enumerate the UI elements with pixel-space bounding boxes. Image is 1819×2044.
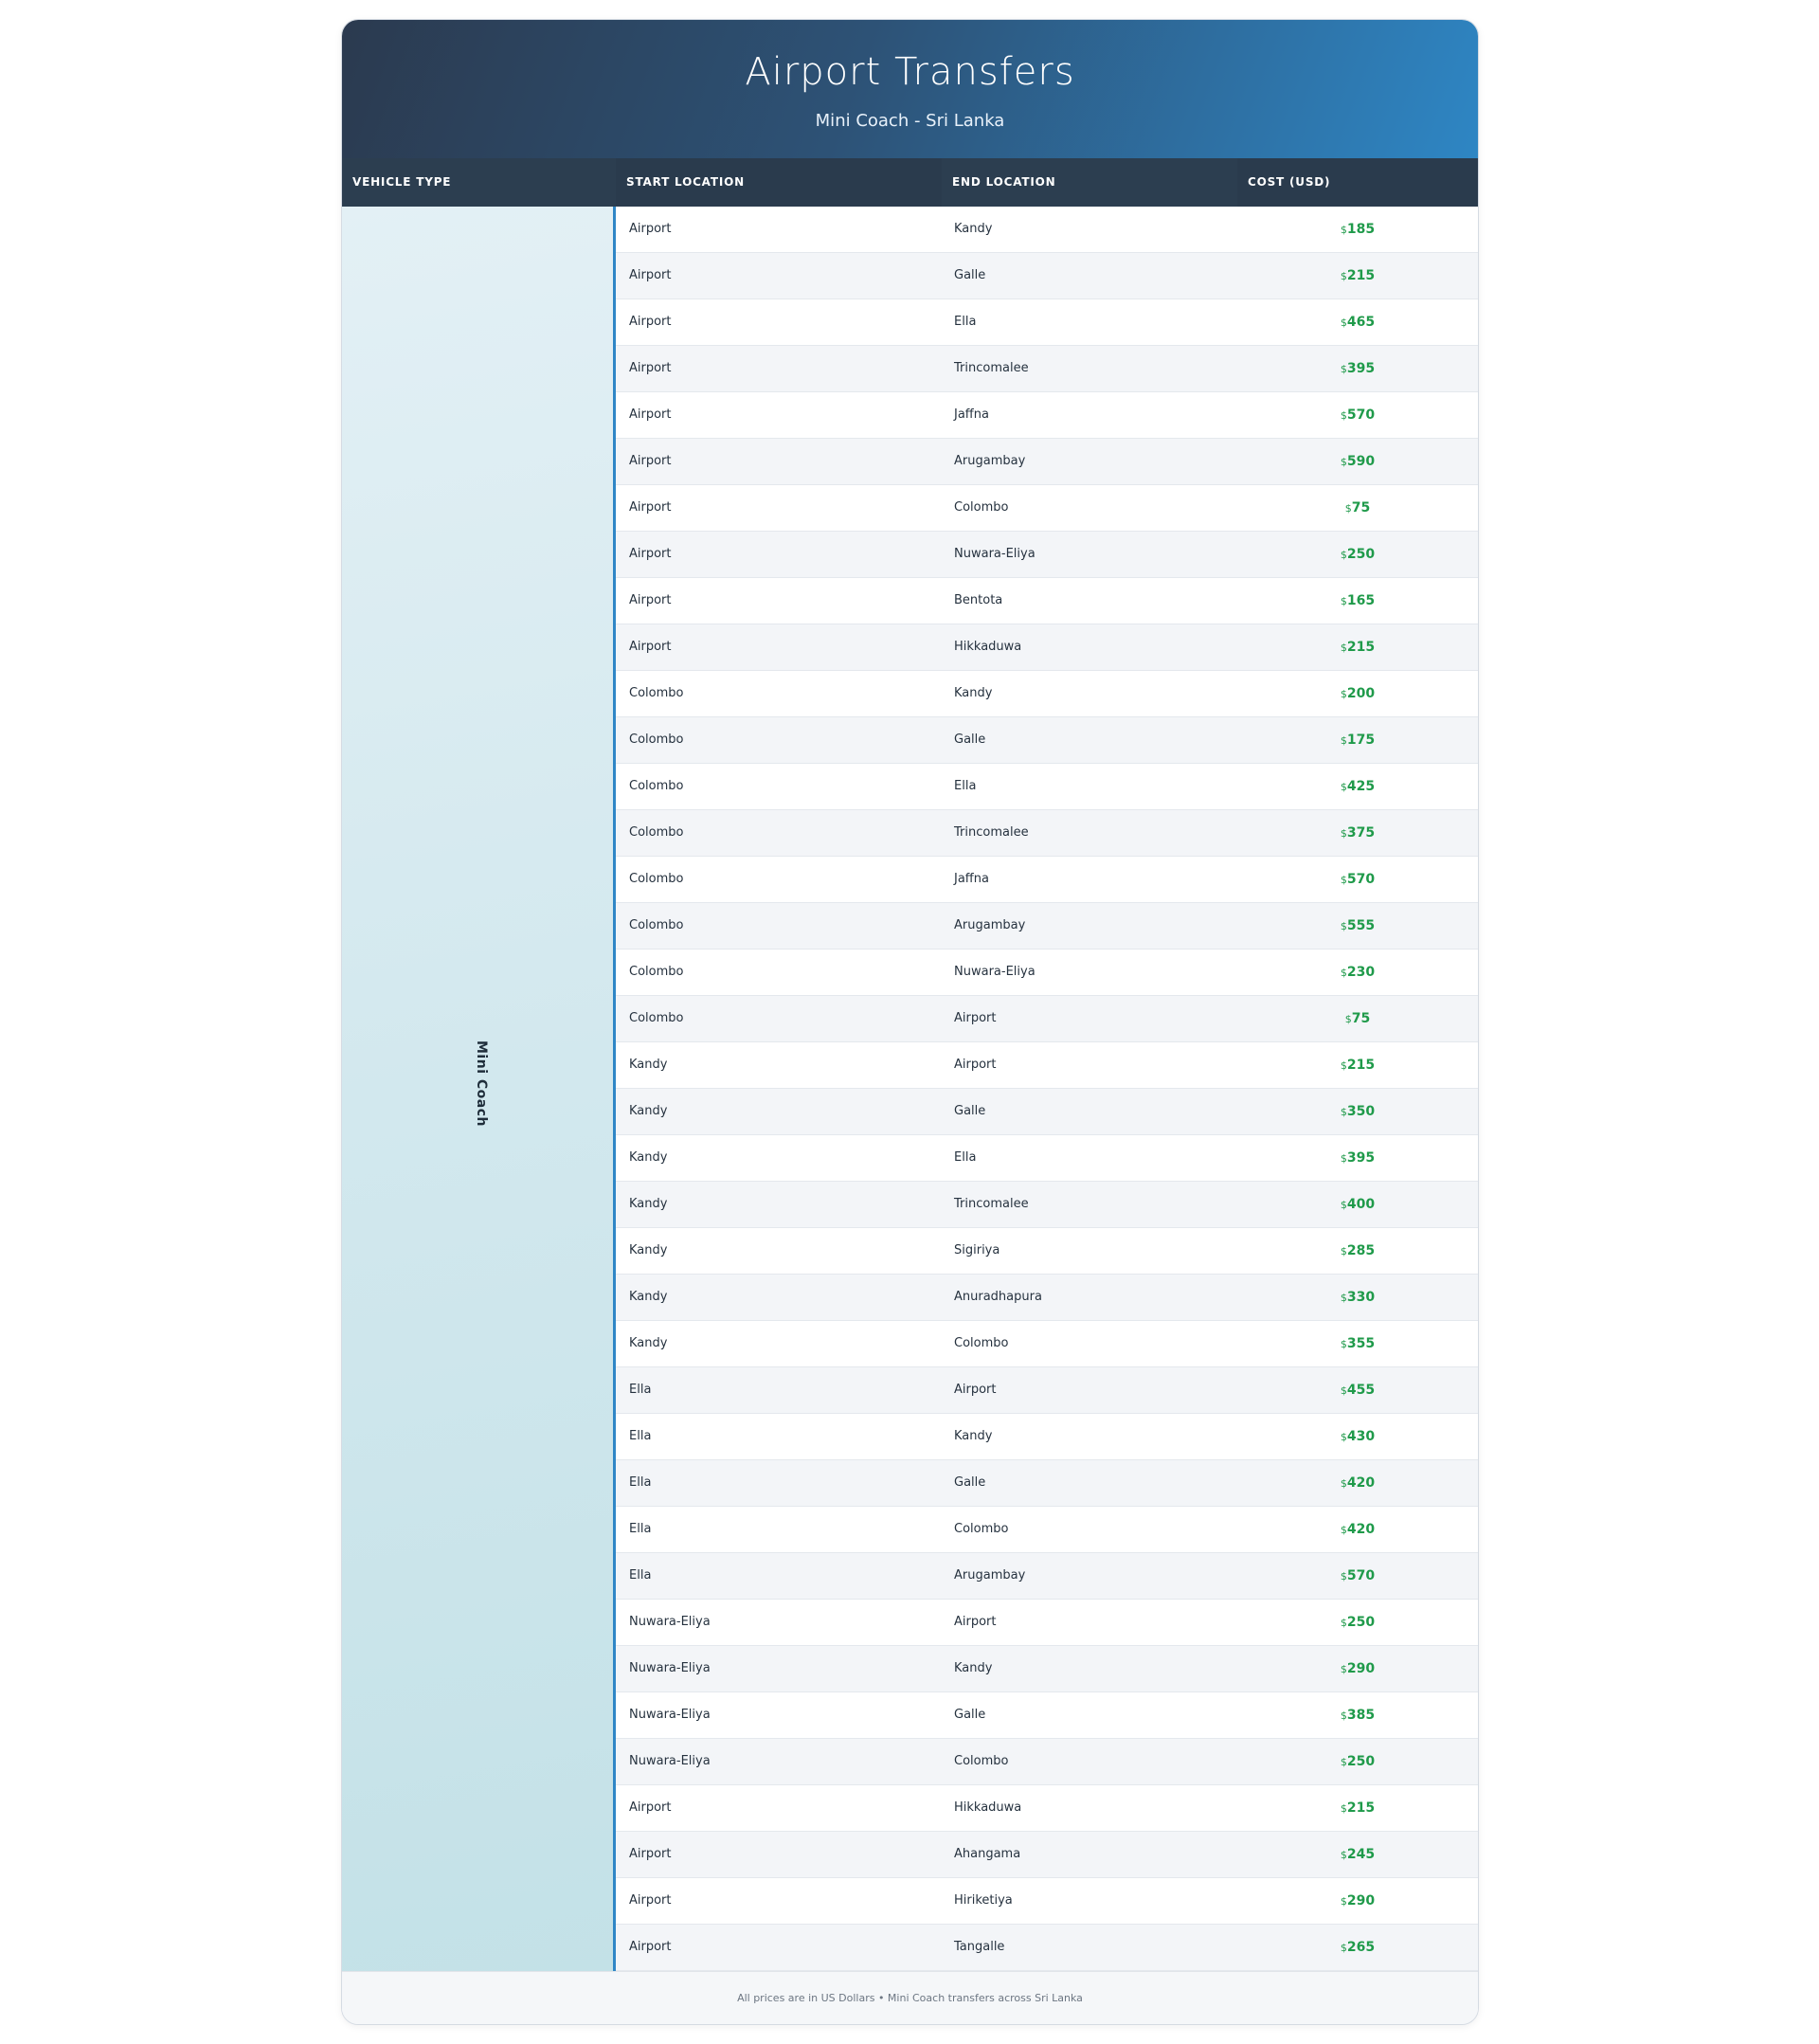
end-location-cell: Kandy <box>954 686 993 700</box>
currency-symbol: $ <box>1340 734 1347 747</box>
cost-amount: 75 <box>1351 1011 1371 1026</box>
page-subtitle: Mini Coach - Sri Lanka <box>815 111 1005 131</box>
table-row <box>616 1600 1478 1646</box>
start-location-cell: Airport <box>629 407 672 422</box>
start-location-cell: Airport <box>629 500 672 515</box>
cost-cell <box>1237 950 1478 995</box>
start-location-cell: Kandy <box>629 1104 668 1118</box>
table-row <box>616 624 1478 671</box>
cost-cell <box>1237 1739 1478 1784</box>
table-row <box>616 299 1478 346</box>
currency-symbol: $ <box>1340 781 1347 793</box>
cost-cell <box>1237 207 1478 252</box>
end-location-cell: Jaffna <box>954 407 989 422</box>
end-location-cell: Jaffna <box>954 872 989 886</box>
page-title: Airport Transfers <box>745 50 1075 94</box>
end-location-cell: Colombo <box>954 1754 1009 1768</box>
cost-cell <box>1237 1692 1478 1738</box>
cost-amount: 215 <box>1346 268 1376 283</box>
table-row <box>616 207 1478 253</box>
cost-amount: 420 <box>1346 1475 1376 1491</box>
currency-symbol: $ <box>1340 456 1347 468</box>
end-location-cell: Galle <box>954 1104 986 1118</box>
start-location-cell: Nuwara-Eliya <box>629 1754 711 1768</box>
cost-amount: 245 <box>1346 1847 1376 1862</box>
start-location-cell: Colombo <box>629 965 684 979</box>
currency-symbol: $ <box>1340 1570 1347 1583</box>
currency-symbol: $ <box>1340 1802 1347 1815</box>
start-location-cell: Kandy <box>629 1290 668 1304</box>
currency-symbol: $ <box>1340 363 1347 375</box>
cost-amount: 215 <box>1346 640 1376 655</box>
currency-symbol: $ <box>1344 1013 1352 1025</box>
end-location-cell: Galle <box>954 1708 986 1722</box>
currency-symbol: $ <box>1340 409 1347 422</box>
end-location-cell: Airport <box>954 1383 997 1397</box>
table-row <box>616 1507 1478 1553</box>
end-location-cell: Nuwara-Eliya <box>954 965 1036 979</box>
table-body <box>616 207 1478 1971</box>
start-location-cell: Kandy <box>629 1150 668 1165</box>
cost-cell <box>1237 1228 1478 1274</box>
currency-symbol: $ <box>1340 224 1347 236</box>
start-location-cell: Ella <box>629 1522 652 1536</box>
cost-cell <box>1237 439 1478 484</box>
cost-cell <box>1237 1042 1478 1088</box>
end-location-cell: Kandy <box>954 222 993 236</box>
cost-amount: 215 <box>1346 1058 1376 1073</box>
table-row <box>616 1414 1478 1460</box>
cost-amount: 385 <box>1346 1708 1376 1723</box>
start-location-cell: Kandy <box>629 1336 668 1350</box>
start-location-cell: Kandy <box>629 1197 668 1211</box>
table-row <box>616 1878 1478 1925</box>
start-location-cell: Ella <box>629 1475 652 1490</box>
end-location-cell: Hiriketiya <box>954 1893 1013 1908</box>
start-location-cell: Nuwara-Eliya <box>629 1708 711 1722</box>
end-location-cell: Galle <box>954 268 986 282</box>
cost-cell <box>1237 299 1478 345</box>
start-location-cell: Kandy <box>629 1243 668 1257</box>
cost-cell <box>1237 1507 1478 1552</box>
end-location-cell: Bentota <box>954 593 1003 607</box>
cost-cell <box>1237 764 1478 809</box>
start-location-cell: Colombo <box>629 779 684 793</box>
cost-cell <box>1237 253 1478 298</box>
cost-cell <box>1237 1321 1478 1366</box>
column-header-vehicle-type: VEHICLE TYPE <box>352 175 452 189</box>
cost-amount: 250 <box>1346 1754 1376 1769</box>
start-location-cell: Airport <box>629 1940 672 1954</box>
end-location-cell: Kandy <box>954 1429 993 1443</box>
cost-amount: 175 <box>1346 733 1376 748</box>
cost-amount: 590 <box>1346 454 1376 469</box>
cost-amount: 75 <box>1351 500 1371 516</box>
currency-symbol: $ <box>1340 1384 1347 1397</box>
table-row <box>616 1321 1478 1367</box>
table-row <box>616 996 1478 1042</box>
start-location-cell: Airport <box>629 454 672 468</box>
table-row <box>616 1785 1478 1832</box>
cost-cell <box>1237 810 1478 856</box>
currency-symbol: $ <box>1340 642 1347 654</box>
table-row <box>616 1182 1478 1228</box>
currency-symbol: $ <box>1340 920 1347 932</box>
start-location-cell: Airport <box>629 1847 672 1861</box>
cost-cell <box>1237 1600 1478 1645</box>
cost-cell <box>1237 1089 1478 1134</box>
cost-cell <box>1237 857 1478 902</box>
cost-cell <box>1237 1367 1478 1413</box>
end-location-cell: Ella <box>954 315 977 329</box>
currency-symbol: $ <box>1340 1106 1347 1118</box>
currency-symbol: $ <box>1340 270 1347 282</box>
currency-symbol: $ <box>1340 1338 1347 1350</box>
table-row <box>616 1367 1478 1414</box>
end-location-cell: Airport <box>954 1058 997 1072</box>
cost-amount: 265 <box>1346 1940 1376 1955</box>
end-location-cell: Galle <box>954 1475 986 1490</box>
cost-amount: 200 <box>1346 686 1376 701</box>
cost-amount: 570 <box>1346 1568 1376 1583</box>
end-location-cell: Tangalle <box>954 1940 1005 1954</box>
cost-cell <box>1237 1414 1478 1459</box>
cost-amount: 395 <box>1346 361 1376 376</box>
currency-symbol: $ <box>1340 1199 1347 1211</box>
vehicle-type-label: Mini Coach <box>474 1040 489 1127</box>
cost-amount: 425 <box>1346 779 1376 794</box>
cost-cell <box>1237 532 1478 577</box>
cost-cell <box>1237 996 1478 1041</box>
cost-cell <box>1237 903 1478 949</box>
table-row <box>616 439 1478 485</box>
footer-note: All prices are in US Dollars • Mini Coach transfers across Sri Lanka <box>342 1971 1478 2025</box>
start-location-cell: Colombo <box>629 733 684 747</box>
cost-amount: 355 <box>1346 1336 1376 1351</box>
start-location-cell: Ella <box>629 1568 652 1583</box>
start-location-cell: Nuwara-Eliya <box>629 1661 711 1675</box>
cost-amount: 290 <box>1346 1893 1376 1908</box>
cost-amount: 400 <box>1346 1197 1376 1212</box>
cost-amount: 330 <box>1346 1290 1376 1305</box>
currency-symbol: $ <box>1340 1292 1347 1304</box>
table-row <box>616 1135 1478 1182</box>
currency-symbol: $ <box>1340 1245 1347 1257</box>
currency-symbol: $ <box>1340 1663 1347 1675</box>
table-row <box>616 1646 1478 1692</box>
start-location-cell: Nuwara-Eliya <box>629 1615 711 1629</box>
cost-cell <box>1237 1182 1478 1227</box>
start-location-cell: Airport <box>629 593 672 607</box>
table-row <box>616 1553 1478 1600</box>
end-location-cell: Airport <box>954 1615 997 1629</box>
table-row <box>616 1925 1478 1971</box>
table-row <box>616 1692 1478 1739</box>
cost-amount: 555 <box>1346 918 1376 933</box>
cost-cell <box>1237 485 1478 531</box>
cost-amount: 375 <box>1346 825 1376 841</box>
cost-cell <box>1237 578 1478 624</box>
end-location-cell: Hikkaduwa <box>954 1800 1022 1815</box>
table-row <box>616 1832 1478 1878</box>
cost-amount: 165 <box>1346 593 1376 608</box>
start-location-cell: Ella <box>629 1383 652 1397</box>
start-location-cell: Airport <box>629 361 672 375</box>
currency-symbol: $ <box>1340 317 1347 329</box>
cost-amount: 285 <box>1346 1243 1376 1258</box>
end-location-cell: Colombo <box>954 1522 1009 1536</box>
table-row <box>616 950 1478 996</box>
table-header <box>342 158 1478 207</box>
start-location-cell: Airport <box>629 315 672 329</box>
table-row <box>616 392 1478 439</box>
end-location-cell: Colombo <box>954 500 1009 515</box>
table-row <box>616 1089 1478 1135</box>
currency-symbol: $ <box>1340 1942 1347 1954</box>
start-location-cell: Colombo <box>629 872 684 886</box>
currency-symbol: $ <box>1340 1895 1347 1908</box>
cost-cell <box>1237 392 1478 438</box>
cost-cell <box>1237 1460 1478 1506</box>
cost-amount: 290 <box>1346 1661 1376 1676</box>
end-location-cell: Ahangama <box>954 1847 1021 1861</box>
cost-cell <box>1237 1135 1478 1181</box>
cost-amount: 465 <box>1346 315 1376 330</box>
currency-symbol: $ <box>1340 549 1347 561</box>
end-location-cell: Kandy <box>954 1661 993 1675</box>
cost-amount: 250 <box>1346 1615 1376 1630</box>
cost-amount: 250 <box>1346 547 1376 562</box>
start-location-cell: Airport <box>629 1800 672 1815</box>
end-location-cell: Nuwara-Eliya <box>954 547 1036 561</box>
cost-cell <box>1237 1275 1478 1320</box>
cost-cell <box>1237 1878 1478 1924</box>
table-row <box>616 671 1478 717</box>
currency-symbol: $ <box>1340 1756 1347 1768</box>
cost-cell <box>1237 624 1478 670</box>
vehicle-type-cell <box>342 207 616 1971</box>
end-location-cell: Hikkaduwa <box>954 640 1022 654</box>
currency-symbol: $ <box>1340 1431 1347 1443</box>
table-row <box>616 717 1478 764</box>
start-location-cell: Colombo <box>629 686 684 700</box>
currency-symbol: $ <box>1340 827 1347 840</box>
start-location-cell: Colombo <box>629 1011 684 1025</box>
currency-symbol: $ <box>1344 502 1352 515</box>
cost-cell <box>1237 1925 1478 1970</box>
start-location-cell: Airport <box>629 268 672 282</box>
cost-cell <box>1237 346 1478 391</box>
table-row <box>616 346 1478 392</box>
table-row <box>616 1460 1478 1507</box>
cost-cell <box>1237 1832 1478 1877</box>
cost-amount: 185 <box>1346 222 1376 237</box>
column-header-end-location: END LOCATION <box>952 175 1056 189</box>
cost-amount: 420 <box>1346 1522 1376 1537</box>
cost-cell <box>1237 717 1478 763</box>
end-location-cell: Arugambay <box>954 1568 1026 1583</box>
table-row <box>616 903 1478 950</box>
table-row <box>616 485 1478 532</box>
cost-amount: 430 <box>1346 1429 1376 1444</box>
table-row <box>616 1275 1478 1321</box>
end-location-cell: Trincomalee <box>954 1197 1029 1211</box>
end-location-cell: Trincomalee <box>954 361 1029 375</box>
start-location-cell: Airport <box>629 640 672 654</box>
cost-amount: 570 <box>1346 407 1376 423</box>
transfers-card <box>341 19 1479 2025</box>
end-location-cell: Galle <box>954 733 986 747</box>
currency-symbol: $ <box>1340 595 1347 607</box>
currency-symbol: $ <box>1340 688 1347 700</box>
table-row <box>616 1042 1478 1089</box>
cost-amount: 350 <box>1346 1104 1376 1119</box>
start-location-cell: Ella <box>629 1429 652 1443</box>
end-location-cell: Arugambay <box>954 918 1026 932</box>
currency-symbol: $ <box>1340 1849 1347 1861</box>
table-row <box>616 1739 1478 1785</box>
start-location-cell: Airport <box>629 547 672 561</box>
cost-amount: 215 <box>1346 1800 1376 1816</box>
end-location-cell: Trincomalee <box>954 825 1029 840</box>
end-location-cell: Ella <box>954 779 977 793</box>
end-location-cell: Anuradhapura <box>954 1290 1042 1304</box>
cost-cell <box>1237 671 1478 716</box>
start-location-cell: Colombo <box>629 918 684 932</box>
cost-amount: 570 <box>1346 872 1376 887</box>
currency-symbol: $ <box>1340 1477 1347 1490</box>
currency-symbol: $ <box>1340 967 1347 979</box>
currency-symbol: $ <box>1340 874 1347 886</box>
currency-symbol: $ <box>1340 1059 1347 1072</box>
end-location-cell: Colombo <box>954 1336 1009 1350</box>
cost-cell <box>1237 1553 1478 1599</box>
cost-amount: 455 <box>1346 1383 1376 1398</box>
currency-symbol: $ <box>1340 1524 1347 1536</box>
cost-amount: 230 <box>1346 965 1376 980</box>
end-location-cell: Airport <box>954 1011 997 1025</box>
currency-symbol: $ <box>1340 1152 1347 1165</box>
table-row <box>616 810 1478 857</box>
table-row <box>616 857 1478 903</box>
start-location-cell: Colombo <box>629 825 684 840</box>
end-location-cell: Sigiriya <box>954 1243 1000 1257</box>
end-location-cell: Ella <box>954 1150 977 1165</box>
cost-cell <box>1237 1646 1478 1691</box>
currency-symbol: $ <box>1340 1617 1347 1629</box>
page-header <box>342 20 1478 158</box>
table-row <box>616 578 1478 624</box>
currency-symbol: $ <box>1340 1709 1347 1722</box>
cost-amount: 395 <box>1346 1150 1376 1166</box>
table-row <box>616 532 1478 578</box>
end-location-cell: Arugambay <box>954 454 1026 468</box>
start-location-cell: Kandy <box>629 1058 668 1072</box>
column-header-start-location: START LOCATION <box>616 158 942 207</box>
start-location-cell: Airport <box>629 1893 672 1908</box>
table-row <box>616 764 1478 810</box>
table-row <box>616 253 1478 299</box>
column-header-cost: COST (USD) <box>1237 158 1478 207</box>
start-location-cell: Airport <box>629 222 672 236</box>
cost-cell <box>1237 1785 1478 1831</box>
table-row <box>616 1228 1478 1275</box>
